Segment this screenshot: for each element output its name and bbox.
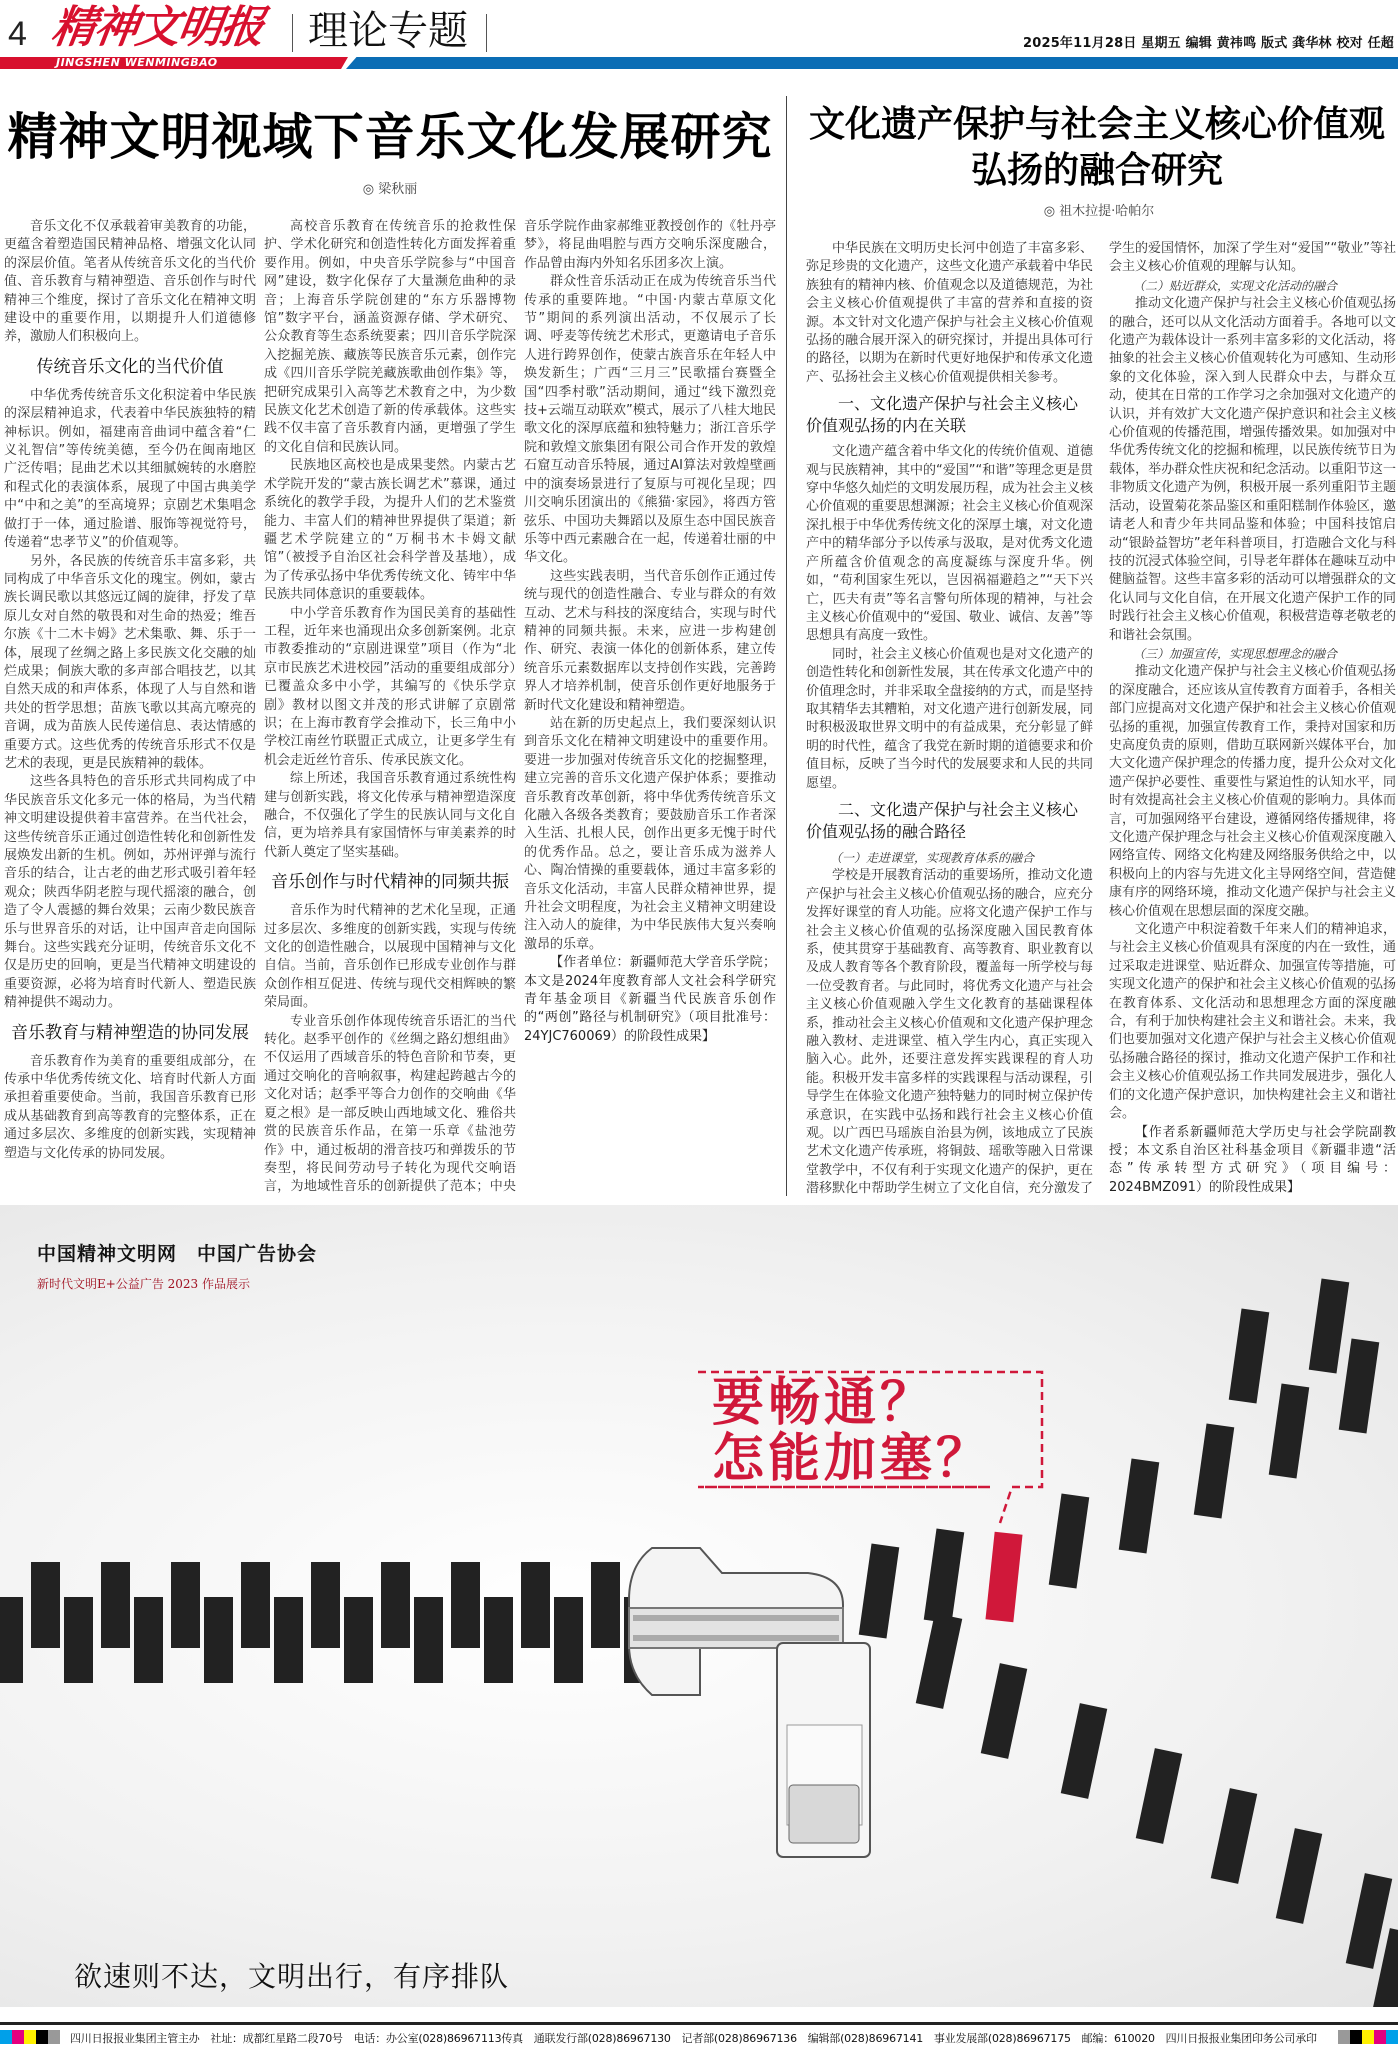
title-line: 弘扬的融合研究 (970, 150, 1223, 191)
paragraph: 群众性音乐活动正在成为传统音乐当代传承的重要阵地。“中国·内蒙古草原文化节”期间的系列演出活动，不仅展示了长调、呼麦等传统艺术形式，更邀请电子音乐人进行跨界创作，使蒙古族音乐在年轻人中焕发新生；广西“三月三”民歌擂台赛暨全国“四季村歌”活动期间，通过“线下激烈竞技+云端互动联欢”模式，展示了八桂大地民歌文化的深厚底蕴和独特魅力；浙江音乐学院和敦煌文旅集团有限公司合作开发的敦煌石窟互动音乐特展，通过AI算法对敦煌壁画中的演奏场景进行了复原与可视化呈现；四川交响乐团演出的《熊猫·家园》，将西方管弦乐、中国功夫舞蹈以及原生态中国民族音乐等中西元素融合在一起，传递着壮丽的中华文化。 (524, 274, 776, 566)
zipper-tooth (981, 1663, 1028, 1759)
section-title: 理论专题 (308, 8, 468, 54)
color-swatch (36, 2030, 48, 2044)
footer-text: 四川日报报业集团主管主办 社址：成都红星路二段70号 电话：办公室(028)86967113传真 通联发行部(028)86967130 记者部(028)86967136 编辑部(028)86967141 事业发展部(028)86967175 邮编：610020 四川日报报业集团印务公司承印 (70, 2032, 1317, 2045)
subsection-heading: （二）贴近群众，实现文化活动的融合 (1133, 278, 1338, 293)
footer (0, 2030, 1398, 2046)
zipper-tooth (64, 1597, 93, 1683)
masthead-pinyin: JINGSHEN WENMINGBAO (56, 56, 218, 69)
registration-marks (1338, 2030, 1398, 2047)
zipper-tooth (1049, 1493, 1090, 1588)
page-number: 4 (8, 15, 27, 53)
paragraph: 中小学音乐教育作为国民美育的基础性工程，近年来也涌现出众多创新案例。北京市教委推动的“京剧进课堂”项目（作为“北京市民族艺术进校园”活动的重要组成部分）已覆盖众多中小学，其编写的《快乐学京剧》教材以图文并茂的形式讲解了京剧常识；在上海市教育学会推动下，长三角中小学校江南丝竹联盟正式成立，让更多学生有机会走近丝竹音乐、传承民族文化。 (264, 605, 516, 768)
zipper-tooth (591, 1562, 620, 1648)
zipper-tooth (344, 1597, 373, 1683)
zipper-tooth (1136, 1748, 1183, 1844)
dateline: 2025年11月28日 星期五 编辑 黄祎鸣 版式 龚华林 校对 任超 (1022, 36, 1394, 51)
zipper-tooth (484, 1597, 513, 1683)
registration-marks (0, 2030, 60, 2047)
color-swatch (1386, 2030, 1398, 2044)
article-author: ◎ 梁秋丽 (362, 182, 418, 197)
masthead-logo: 精神文明报 (48, 2, 266, 53)
paragraph: 音乐作为时代精神的艺术化呈现，正通过多层次、多维度的创新实践，实现与传统文化的创造性融合，以展现中国精神与文化自信。当前，音乐创作已形成专业创作与群众创作相互促进、传统与现代交相辉映的繁荣局面。 (264, 903, 516, 1011)
section-heading: 传统音乐文化的当代价值 (36, 356, 224, 377)
color-swatch (1350, 2030, 1362, 2044)
zipper-tooth (381, 1562, 410, 1648)
paragraph: 中华民族在文明历史长河中创造了丰富多彩、弥足珍贵的文化遗产，这些文化遗产承载着中华民族独有的精神内核、价值观念以及道德规范，为社会主义核心价值观提供了丰富的营养和直接的资源。本文针对文化遗产保护与社会主义核心价值观弘扬的融合展开深入的研究探讨，并提出具体可行的路径，以期为在新时代更好地保护和传承文化遗产、弘扬社会主义核心价值观提供相关参考。 (806, 241, 1093, 385)
zipper-tooth (1119, 1458, 1160, 1553)
section-heading: 二、文化遗产保护与社会主义核心价值观弘扬的融合路径 (806, 799, 1079, 841)
paragraph: 综上所述，我国音乐教育通过系统性构建与创新实践，将文化传承与精神塑造深度融合，不仅强化了学生的民族认同与文化自信，更为培养具有家国情怀与审美素养的时代新人奠定了坚实基础。 (264, 771, 516, 860)
zipper-tooth (916, 1613, 963, 1709)
paragraph: 同时，社会主义核心价值观也是对文化遗产的创造性转化和创新性发展，其在传承文化遗产中的价值理念时，并非采取全盘接纳的方式，而是坚持取其精华去其糟粕，对文化遗产进行创新发展，同时积极汲取世界文明中的有益成果，充分彰显了鲜明的时代性，蕴含了我党在新时期的道德要求和价值目标，反映了当今时代的发展要求和人民的共同愿望。 (806, 646, 1093, 791)
article-body (4, 218, 776, 1198)
zipper-tooth (1309, 1278, 1350, 1373)
color-swatch (48, 2030, 60, 2044)
title-line: 文化遗产保护与社会主义核心价值观 (808, 104, 1385, 145)
ad-headline (712, 1375, 992, 1487)
color-swatch (1338, 2030, 1350, 2044)
paragraph: 专业音乐创作体现传统音乐语汇的当代转化。赵季平创作的《丝绸之路幻想组曲》不仅运用了西域音乐的特色音阶和节奏，更通过交响化的音响叙事，构建起跨越古今的文化对话；赵季平等合力创作的交响曲《华夏之根》是一部反映山西地域文化、雅俗共赏的民族音乐作品，在第一乐章《盐池劳作》中，通过板胡的滑音技巧和弹拨乐的节奏型，将民间劳动号子转化为现代交响语言，为地域性音乐的创新提供了范本；中央音乐学院作曲家郝维亚教授创作的《牡丹亭梦》，将昆曲唱腔与西方交响乐深度融合，作品曾由海内外知名乐团多次上演。 (264, 219, 776, 1195)
footer-rule (0, 2022, 1398, 2025)
paragraph: 高校音乐教育在传统音乐的抢救性保护、学术化研究和创造性转化方面发挥着重要作用。例如，中央音乐学院参与“中国音网”建设，数字化保存了大量濒危曲种的录音；上海音乐学院创建的“东方乐器博物馆”数字平台，涵盖资源存储、学术研究、公众教育等生态系统要素；四川音乐学院深入挖掘羌族、藏族等民族音乐元素，创作完成《四川音乐学院羌藏族歌曲创作集》等，把研究成果引入高等艺术教育之中，为少数民族文化艺术创造了新的传承载体。这些实践不仅丰富了音乐教育内涵，更增强了学生的文化自信和民族认同。 (264, 219, 516, 455)
paragraph: 音乐教育作为美育的重要组成部分，在传承中华优秀传统文化、培育时代新人方面承担着重要使命。当前，我国音乐教育已形成从基础教育到高等教育的完整体系，正在通过多层次、多维度的创新实践，实现精神塑造与文化传承的协同发展。 (4, 1053, 256, 1161)
subsection-heading: （一）走进课堂，实现教育体系的融合 (830, 850, 1035, 865)
paragraph: 推动文化遗产保护与社会主义核心价值观弘扬的融合，还可以从文化活动方面着手。各地可以文化遗产为载体设计一系列丰富多彩的文化活动，将抽象的社会主义核心价值观转化为可感知、生动形象的文化体验，深入到人民群众中去，与群众互动，使其在日常的工作学习之余加强对文化遗产的认识，并有效扩大文化遗产保护意识和社会主义核心价值观的传播范围，增强传播效果。如加强对中华优秀传统文化的挖掘和梳理，以民族传统节日为载体，举办群众性庆祝和纪念活动。以重阳节这一非物质文化遗产为例，积极开展一系列重阳节主题活动，设置菊花茶品鉴区和重阳糕制作体验区，邀请老人和青少年共同品鉴和体验；中国科技馆启动“银龄益智坊”老年科普项目，打造融合文化与科技的沉浸式体验空间，引导老年群体在趣味互动中健脑益智。这些丰富多彩的活动可以增强群众的文化认同与文化自信，在开展文化遗产保护工作的同时践行社会主义核心价值观，积极营造尊老敬老的和谐社会氛围。 (1109, 296, 1396, 643)
zipper-tooth (1276, 1828, 1323, 1924)
paragraph: 文化遗产中积淀着数千年来人们的精神追求，与社会主义核心价值观具有深度的内在一致性，通过采取走进课堂、贴近群众、加强宣传等措施，可实现文化遗产的保护和社会主义核心价值观的弘扬在教育体系、文化活动和思想理念方面的深度融合，有利于加快构建社会主义和谐社会。未来，我们也要加强对文化遗产保护与社会主义核心价值观弘扬融合路径的探讨，推动文化遗产保护工作和社会主义核心价值观弘扬工作共同发展进步，强化人们的文化遗产保护意识，加快构建社会主义和谐社会。 (1109, 922, 1396, 1122)
zipper-slider-icon (629, 1548, 870, 1857)
zipper-tooth (1061, 1703, 1108, 1799)
zipper-tooth (521, 1562, 550, 1648)
paragraph: 站在新的历史起点上，我们要深刻认识到音乐文化在精神文明建设中的重要作用。要进一步加强对传统音乐文化的挖掘整理，建立完善的音乐文化遗产保护体系；要推动音乐教育改革创新，将中华优秀传统音乐文化融入各级各类教育；要鼓励音乐工作者深入生活、扎根人民，创作出更多无愧于时代的优秀作品。总之，要让音乐成为滋养人心、陶冶情操的重要载体，通过丰富多彩的音乐文化活动，丰富人民群众精神世界，提升社会文明程度，为社会主义精神文明建设注入动人的旋律，为中华民族伟大复兴奏响激昂的乐章。 (524, 715, 776, 952)
paragraph: 学校是开展教育活动的重要场所，推动文化遗产保护与社会主义核心价值观弘扬的融合，应充分发挥好课堂的育人功能。应将文化遗产保护工作与社会主义核心价值观的弘扬深度融入国民教育体系，使其贯穿于基础教育、高等教育、职业教育以及成人教育等各个教育阶段，覆盖每一所学校与每一位受教育者。与此同时，将优秀文化遗产与社会主义核心价值观融入学生文化教育的基础课程体系，推动社会主义核心价值观和文化遗产保护理念融入教材、走进课堂、植入学生内心，真正实现入脑入心。此外，还要注意发挥实践课程的育人功能。积极开发丰富多样的实践课程与活动课程，引导学生在体验文化遗产独特魅力的同时树立保护传承意识，在实践中弘扬和践行社会主义核心价值观。以广西巴马瑶族自治县为例，该地成立了民族艺术文化遗产传承班，将铜鼓、瑶歌等融入日常课堂教学中，不仅有利于实现文化遗产的保护，更在潜移默化中帮助学生树立了文化自信，充分激发了学生的爱国情怀，加深了学生对“爱国”“敬业”等社会主义核心价值观的理解与认知。 (806, 241, 1396, 1197)
article-title (796, 102, 1398, 194)
public-service-ad (0, 1205, 1398, 2007)
zipper-tooth (204, 1597, 233, 1683)
headline-line: 要畅通？ (712, 1373, 937, 1433)
zipper-tooth (451, 1562, 480, 1648)
zipper-tooth (1339, 1338, 1380, 1433)
zipper-tooth (101, 1562, 130, 1648)
color-swatch (1374, 2030, 1386, 2044)
author-note: 【作者单位：新疆师范大学音乐学院；本文是2024年度教育部人文社会科学研究青年基金项目《新疆当代民族音乐创作的“两创”路径与机制研究》（项目批准号：24YJC760069）的阶段性成果】 (524, 955, 776, 1044)
section-heading: 音乐教育与精神塑造的协同发展 (11, 1022, 249, 1043)
zipper-tooth (985, 1532, 1022, 1622)
zipper-tooth (1229, 1308, 1270, 1403)
header-blue-bar (346, 57, 1398, 69)
zipper-tooth (31, 1562, 60, 1648)
color-swatch (1362, 2030, 1374, 2044)
section-heading: 音乐创作与时代精神的同频共振 (271, 872, 509, 893)
column-divider (786, 96, 787, 1196)
paragraph: 文化遗产蕴含着中华文化的传统价值观、道德观与民族精神，其中的“爱国”“和谐”等理念更是贯穿中华悠久灿烂的文明发展历程，成为社会主义核心价值观的重要思想渊源；社会主义核心价值观深深扎根于中华优秀传统文化的深厚土壤，对文化遗产中的精华部分予以传承与汲取，是对优秀文化遗产所蕴含价值观念的高度凝练与深度升华。例如，“苟利国家生死以，岂因祸福避趋之”“天下兴亡，匹夫有责”等名言警句所体现的精神，与社会主义核心价值观中的“爱国、敬业、诚信、友善”等思想具有高度一致性。 (806, 444, 1093, 644)
zipper-tooth (924, 1528, 965, 1623)
ad-slogan: 欲速则不达，文明出行，有序排队 (74, 1960, 510, 1993)
color-swatch (12, 2030, 24, 2044)
zipper-tooth (1194, 1423, 1235, 1518)
paragraph: 民族地区高校也是成果斐然。内蒙古艺术学院开发的“蒙古族长调艺术”慕课，通过系统化的教学手段，为提升人们的艺术鉴赏能力、丰富人们的精神世界提供了渠道；新疆艺术学院建立的“万桐书木卡姆文献馆”（被授予自治区社会科学普及基地），成为了传承弘扬中华优秀传统文化、铸牢中华民族共同体意识的重要载体。 (264, 458, 516, 603)
paragraph: 这些实践表明，当代音乐创作正通过传统与现代的创造性融合、专业与群众的有效互动、艺术与科技的深度结合，实现与时代精神的同频共振。未来，应进一步构建创作、研究、表演一体化的创新体系，建立传统音乐元素数据库以支持创作实践，完善跨界人才培养机制，使音乐创作更好地服务于新时代文化建设和精神塑造。 (524, 568, 776, 713)
zipper-tooth (134, 1597, 163, 1683)
zipper-tooth (1211, 1788, 1258, 1884)
section-heading: 一、文化遗产保护与社会主义核心价值观弘扬的内在关联 (806, 394, 1079, 436)
article-body (806, 240, 1396, 1200)
zipper-illustration (0, 1205, 1398, 2007)
subsection-heading: （三）加强宣传，实现思想理念的融合 (1133, 646, 1338, 661)
paragraph: 这些各具特色的音乐形式共同构成了中华民族音乐文化多元一体的格局，为当代精神文明建设提供着丰富营养。在当代社会，这些传统音乐正通过创造性转化和创新性发展焕发出新的生机。例如，苏州评弹与流行音乐的结合，让古老的曲艺形式吸引着年轻观众；陕西华阴老腔与现代摇滚的融合，创造了令人震撼的舞台效果；云南少数民族音乐与世界音乐的对话，让中国声音走向国际舞台。这些实践充分证明，传统音乐文化不仅是历史的回响，更是当代精神文明建设的重要资源，必将为培育时代新人、塑造民族精神提供不竭动力。 (4, 774, 256, 1011)
zipper-tooth (0, 1597, 23, 1683)
headline-line: 怎能加塞？ (712, 1429, 993, 1489)
zipper-tooth (171, 1562, 200, 1648)
header-divider (486, 14, 487, 52)
paragraph: 中华优秀传统音乐文化积淀着中华民族的深层精神追求，代表着中华民族独特的精神标识。例如，福建南音曲词中蕴含着“仁义礼智信”等传统美德，至今仍在闽南地区广泛传唱；昆曲艺术以其细腻婉转的水磨腔和程式化的表演体系，展现了中国古典美学中“中和之美”的至高境界；京剧艺术集唱念做打于一体，通过脸谱、服饰等视觉符号，传递着“忠孝节义”的价值观等。 (4, 387, 256, 551)
color-swatch (24, 2030, 36, 2044)
zipper-tooth (859, 1543, 900, 1638)
paragraph: 音乐文化不仅承载着审美教育的功能，更蕴含着塑造国民精神品格、增强文化认同的深层价值。笔者从传统音乐文化的当代价值、音乐教育与精神塑造、音乐创作与时代精神三个维度，探讨了音乐文化在精神文明建设中的重要作用，以期提升人们道德修养，激励人们积极向上。 (4, 219, 256, 345)
paragraph: 推动文化遗产保护与社会主义核心价值观弘扬的深度融合，还应该从宣传教育方面着手，各相关部门应提高对文化遗产保护和社会主义核心价值观弘扬的重视，加强宣传教育工作，秉持对国家和历史高度负责的原则，借助互联网新兴媒体平台，加大文化遗产保护理念的传播力度，提升公众对文化遗产保护必要性、重要性与紧迫性的认知水平，同时有效提高社会主义核心价值观的影响力。具体而言，可加强网络平台建设，遵循网络传播规律，将文化遗产保护理念与社会主义核心价值观深度融入网络宣传、网络文化构建及网络服务供给之中，以积极向上的内容与先进文化主导网络空间，营造健康有序的网络环境，推动文化遗产保护与社会主义核心价值观在思想层面的深度交融。 (1109, 664, 1396, 919)
zipper-tooth (311, 1562, 340, 1648)
article-author: ◎ 祖木拉提·哈帕尔 (1043, 204, 1155, 219)
zipper-tooth (554, 1597, 583, 1683)
header-divider (292, 14, 293, 52)
paragraph: 另外，各民族的传统音乐丰富多彩，共同构成了中华音乐文化的瑰宝。例如，蒙古族长调民歌以其悠远辽阔的旋律，抒发了草原儿女对自然的敬畏和对生命的热爱；维吾尔族《十二木卡姆》艺术集歌、舞、乐于一体，展现了丝绸之路上多民族文化交融的灿烂成果；侗族大歌的多声部合唱技艺，以其自然天成的和声体系，体现了人与自然和谐共处的哲学思想；苗族飞歌以其高亢嘹亮的音调，成为苗族人民传递信息、表达情感的重要方式。这些优秀的传统音乐形式不仅是艺术的表现，更是民族精神的载体。 (4, 553, 256, 771)
article-title: 精神文明视域下音乐文化发展研究 (7, 108, 773, 166)
zipper-tooth (274, 1597, 303, 1683)
color-swatch (0, 2030, 12, 2044)
author-note: 【作者系新疆师范大学历史与社会学院副教授；本文系自治区社科基金项目《新疆非遗“活态”传承转型方式研究》（项目编号：2024BMZ091）的阶段性成果】 (1109, 1124, 1396, 1195)
ad-sponsors: 中国精神文明网 中国广告协会 (37, 1243, 318, 1265)
zipper-tooth (241, 1562, 270, 1648)
zipper-tooth (1269, 1383, 1310, 1478)
campaign-logo: 新时代文明E+公益广告 2023 作品展示 (37, 1277, 250, 1291)
zipper-tooth (414, 1597, 443, 1683)
